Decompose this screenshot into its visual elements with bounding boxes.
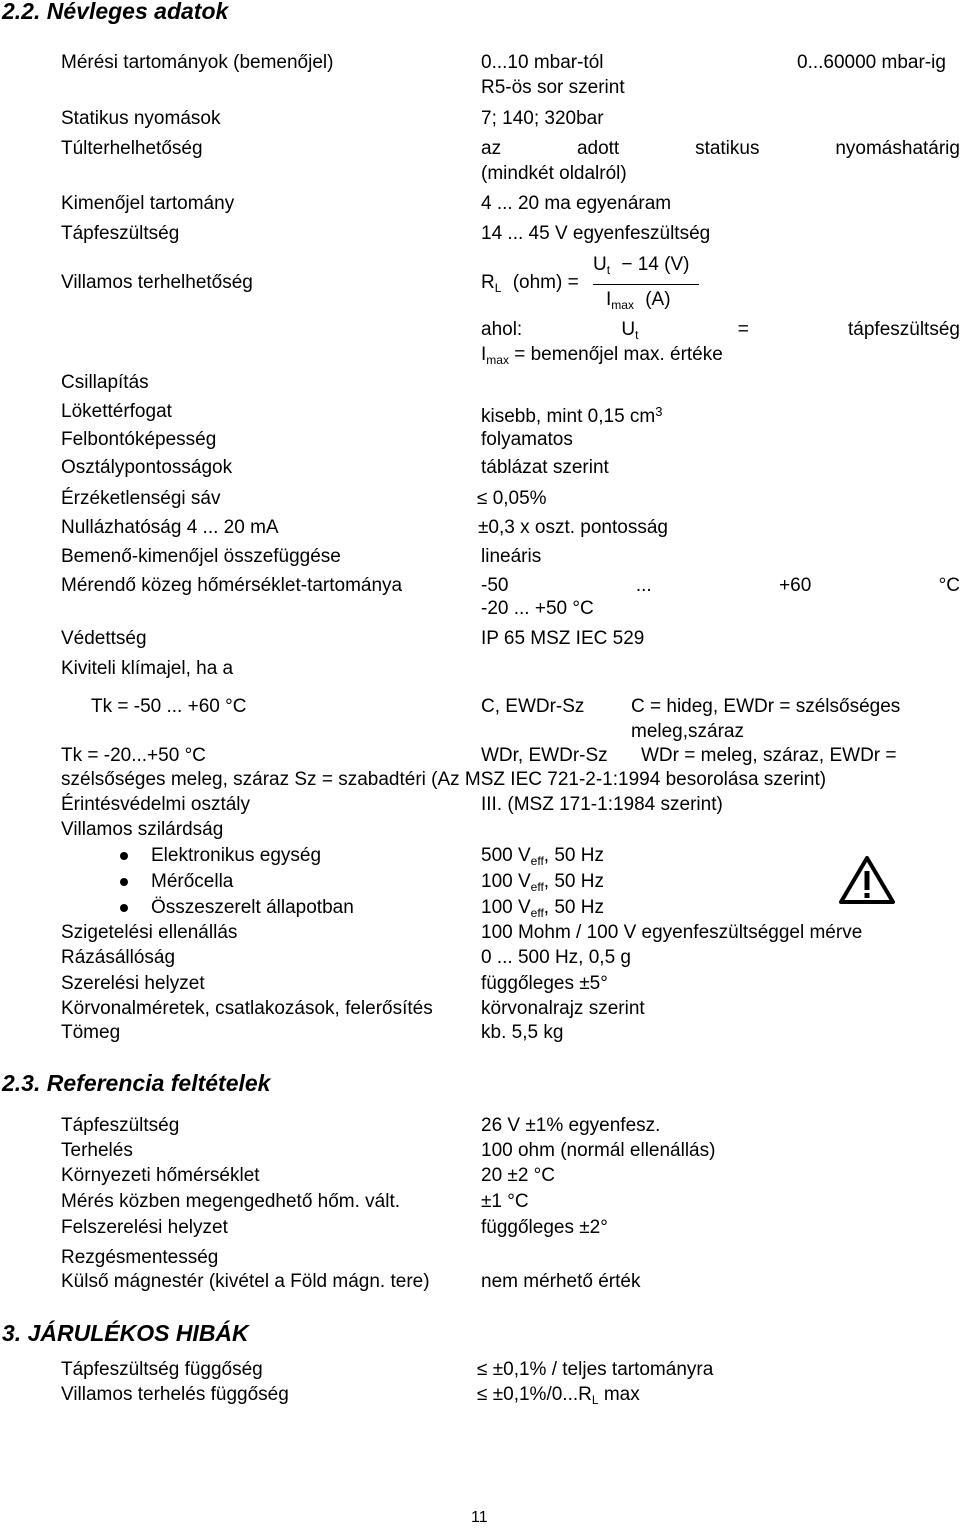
row-label: Osztálypontosságok	[61, 457, 233, 478]
row-value: körvonalrajz szerint	[481, 998, 645, 1019]
row-value: ≤ 0,05%	[477, 488, 547, 509]
row-label: Érintésvédelmi osztály	[61, 794, 251, 815]
row-value: folyamatos	[481, 429, 573, 450]
climate-tk2-desc: WDr = meleg, száraz, EWDr =	[641, 745, 897, 766]
row-value: ≤ $\pm 0,1\%/0...R_L$ max	[477, 1384, 640, 1407]
row-label: Terhelés	[61, 1140, 133, 1161]
climate-tk2: Tk = -20...+50 °C	[61, 745, 206, 766]
climate-tk2-line2: szélsőséges meleg, száraz Sz = szabadtéri (Az MSZ IEC 721-2-1:1994 besorolása szerint)	[61, 769, 827, 790]
row-label: Tápfeszültség	[61, 223, 180, 244]
formula-numerator: $U_t - 14$ (V)	[593, 254, 690, 277]
page-number: 11	[471, 1509, 488, 1526]
row-label: Kimenőjel tartomány	[61, 193, 235, 214]
row-value: 20 ±2 °C	[481, 1165, 556, 1186]
row-label: Szerelési helyzet	[61, 973, 205, 994]
climate-tk1: Tk = -50 ... +60 °C	[91, 696, 247, 717]
row-value: kb. 5,5 kg	[481, 1022, 564, 1043]
fraction-bar	[593, 284, 699, 285]
formula-explanation-2: $I_{max}$ = bemenőjel max. értéke	[481, 344, 723, 367]
row-label: Érzéketlenségi sáv	[61, 488, 221, 509]
row-label: Villamos terhelhetőség	[61, 272, 253, 293]
bullet-value: 500 $V_{eff}$, 50 Hz	[481, 845, 604, 868]
section-heading-3: 3. JÁRULÉKOS HIBÁK	[2, 1320, 249, 1346]
row-label: Nullázhatóság 4 ... 20 mA	[61, 517, 279, 538]
formula-lhs: $R_L$ (ohm) =	[481, 272, 579, 295]
row-value: 26 V ±1% egyenfesz.	[481, 1115, 661, 1136]
bullet-label: Mérőcella	[151, 871, 234, 892]
row-value: 4 ... 20 ma egyenáram	[481, 193, 672, 214]
row-value: 0...10 mbar-tól	[481, 52, 604, 73]
row-value: függőleges ±5°	[481, 973, 608, 994]
row-label: Környezeti hőmérséklet	[61, 1165, 260, 1186]
bullet-point	[120, 904, 128, 912]
row-label: Rezgésmentesség	[61, 1247, 219, 1268]
row-label: Villamos terhelés függőség	[61, 1384, 289, 1405]
warning-triangle-icon	[838, 855, 896, 905]
row-value: táblázat szerint	[481, 457, 609, 478]
row-value: 0...60000 mbar-ig	[797, 52, 946, 73]
row-label: Felszerelési helyzet	[61, 1217, 228, 1238]
row-value: nem mérhető érték	[481, 1271, 641, 1292]
bullet-value: 100 $V_{eff}$, 50 Hz	[481, 897, 604, 920]
row-value: 14 ... 45 V egyenfeszültség	[481, 223, 711, 244]
row-value: 100 ohm (normál ellenállás)	[481, 1140, 716, 1161]
row-label: Mérési tartományok (bemenőjel)	[61, 52, 334, 73]
row-value: függőleges ±2°	[481, 1217, 608, 1238]
row-label: Tápfeszültség	[61, 1115, 180, 1136]
row-label: Mérendő közeg hőmérséklet-tartománya	[61, 575, 403, 596]
row-label: Külső mágnestér (kivétel a Föld mágn. tere)	[61, 1271, 430, 1292]
row-value: ±1 °C	[481, 1191, 529, 1212]
bullet-point	[120, 878, 128, 886]
row-value: 0 ... 500 Hz, 0,5 g	[481, 947, 631, 968]
climate-tk2-code: WDr, EWDr-Sz	[481, 745, 608, 766]
formula-denominator: $I_{max}$ (A)	[606, 289, 671, 312]
row-label: Tömeg	[61, 1022, 121, 1043]
row-value-justified: az adott statikus nyomáshatárig	[481, 138, 960, 159]
row-label: Tápfeszültség függőség	[61, 1359, 263, 1380]
row-label: Bemenő-kimenőjel összefüggése	[61, 546, 341, 567]
row-value: 7; 140; 320bar	[481, 108, 604, 129]
row-label: Védettség	[61, 628, 147, 649]
row-value: (mindkét oldalról)	[481, 163, 627, 184]
row-value: kisebb, mint 0,15 $cm^3$	[481, 404, 663, 427]
climate-tk1-code: C, EWDr-Sz	[481, 696, 585, 717]
row-value: ±0,3 x oszt. pontosság	[478, 517, 668, 538]
row-label: Csillapítás	[61, 372, 149, 393]
section-heading-2-2: 2.2. Névleges adatok	[2, 0, 229, 24]
row-value: R5-ös sor szerint	[481, 77, 625, 98]
bullet-point	[120, 852, 128, 860]
climate-tk1-desc: C = hideg, EWDr = szélsőséges	[631, 696, 901, 717]
climate-tk1-desc-2: meleg,száraz	[631, 721, 744, 742]
row-label: Szigetelési ellenállás	[61, 922, 238, 943]
section-heading-2-3: 2.3. Referencia feltételek	[2, 1070, 271, 1096]
row-label: Felbontóképesség	[61, 429, 217, 450]
row-value: ≤ ±0,1% / teljes tartományra	[477, 1359, 714, 1380]
row-value: III. (MSZ 171-1:1984 szerint)	[481, 794, 723, 815]
row-value: 100 Mohm / 100 V egyenfeszültséggel mérve	[481, 922, 863, 943]
row-value-justified: -50 ... +60 °C	[481, 575, 960, 596]
row-value: -20 ... +50 °C	[481, 598, 594, 619]
row-label: Mérés közben megengedhető hőm. vált.	[61, 1191, 401, 1212]
row-label: Villamos szilárdság	[61, 819, 224, 840]
row-value: lineáris	[481, 546, 542, 567]
row-label: Statikus nyomások	[61, 108, 221, 129]
row-label: Rázásállóság	[61, 947, 176, 968]
formula-explanation: ahol: $U_t$ = tápfeszültség	[481, 319, 960, 342]
row-label: Kiviteli klímajel, ha a	[61, 658, 234, 679]
bullet-value: 100 $V_{eff}$, 50 Hz	[481, 871, 604, 894]
row-label: Túlterhelhetőség	[61, 138, 203, 159]
row-value: IP 65 MSZ IEC 529	[481, 628, 645, 649]
row-label: Lökettérfogat	[61, 401, 172, 422]
bullet-label: Összeszerelt állapotban	[151, 897, 354, 918]
row-label: Körvonalméretek, csatlakozások, felerősítés	[61, 998, 433, 1019]
bullet-label: Elektronikus egység	[151, 845, 322, 866]
